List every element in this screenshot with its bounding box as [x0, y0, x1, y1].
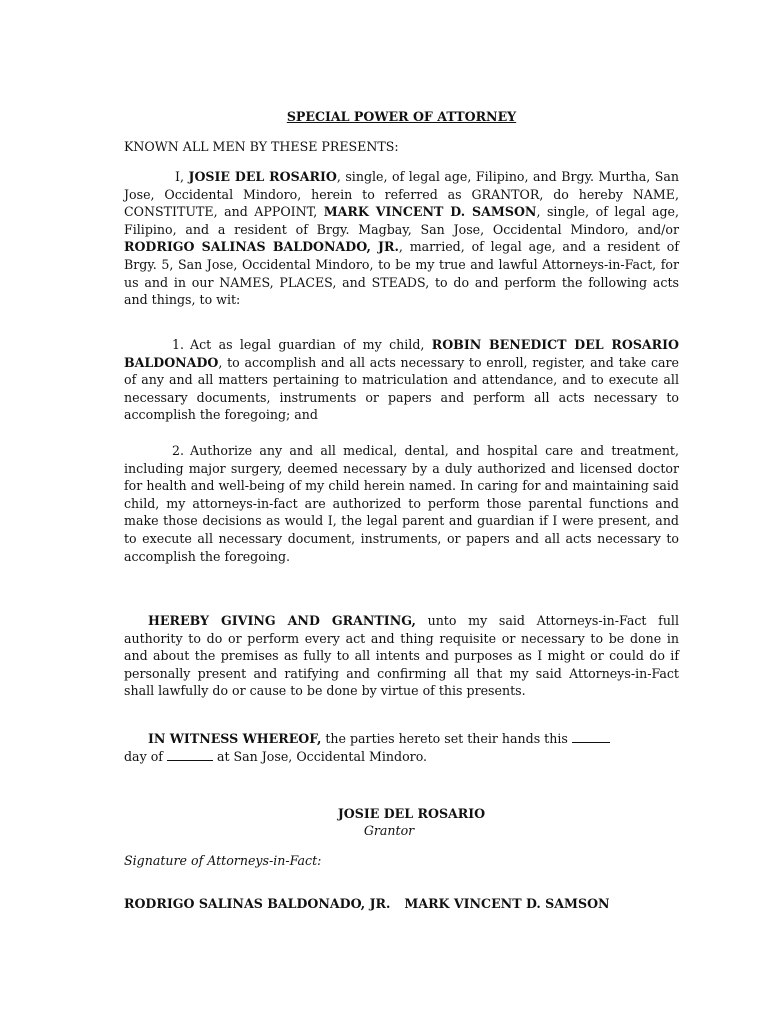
intro-line: KNOWN ALL MEN BY THESE PRESENTS:	[124, 139, 399, 154]
para3-text-2: day of	[124, 748, 167, 764]
list-item-2-number: 2.	[172, 443, 185, 458]
granting-paragraph	[124, 612, 679, 700]
granting-heading-bold: HEREBY GIVING AND GRANTING,	[148, 613, 416, 628]
item1-text-1: Act as legal guardian of my child,	[190, 337, 432, 352]
attorney-1-signature-name: RODRIGO SALINAS BALDONADO, JR.	[124, 896, 391, 911]
grantor-paragraph	[124, 168, 679, 309]
para3-text-3: at San Jose, Occidental Mindoro.	[212, 748, 428, 764]
blank-date-line[interactable]	[572, 730, 610, 743]
para1-text-4: , married, of legal age, and a resident of Brgy. 5, San Jose, Occidental Mindoro, to be my true and lawful Attorneys-in-Fact, for us and in our NAMES, PLACES, and STEADS, to do and perform the following acts and things, to wit:	[124, 239, 680, 308]
grantor-role-label: Grantor	[363, 823, 415, 838]
list-item-1-number: 1.	[172, 337, 185, 352]
attorneys-signature-names	[124, 895, 610, 913]
blank-month-line[interactable]	[167, 748, 213, 761]
attorney-samson-bold: MARK VINCENT D. SAMSON	[323, 204, 537, 220]
list-item-2	[124, 442, 679, 565]
grantor-signature-name: JOSIE DEL ROSARIO	[337, 806, 486, 821]
item1-text-2: , to accomplish and all acts necessary to enroll, register, and take care of any and all matters pertaining to matriculation and attendance, and to execute all necessary documents, instruments or papers and perform all acts necessary to accomplish the foregoing; and	[124, 354, 679, 423]
document-title: SPECIAL POWER OF ATTORNEY	[286, 109, 517, 124]
para1-text-3: , single, of legal age, Filipino, and a resident of Brgy. Magbay, San Jose, Occidental Mindoro, and/or	[124, 204, 679, 237]
para1-text-1: I,	[175, 169, 189, 184]
attorney-baldonado-bold: RODRIGO SALINAS BALDONADO, JR.	[124, 239, 399, 255]
grantor-name-bold: JOSIE DEL ROSARIO	[188, 169, 337, 184]
para2-text-1: unto my said Attorneys-in-Fact full authority to do or perform every act and thing requisite or necessary to be done in and about the premises as fully to all intents and purposes as I might or could do if personally present and ratifying and confirming all that my said Attorneys-in-Fact shall lawfully do or cause to be done by virtue of this presents.	[124, 613, 679, 699]
witness-paragraph	[124, 730, 679, 765]
item2-text-1: Authorize any and all medical, dental, and hospital care and treatment, including major surgery, deemed necessary by a duly authorized and licensed doctor for health and well-being of my child herein named. In caring for and maintaining said child, my attorneys-in-fact are authorized to perform those parental functions and make those decisions as would I, the legal parent and guardian if I were present, and to execute all necessary document, instruments, or papers and all acts necessary to accomplish the foregoing.	[124, 443, 679, 564]
child-name-bold: ROBIN BENEDICT DEL ROSARIO BALDONADO	[124, 337, 680, 370]
witness-heading-bold: IN WITNESS WHEREOF,	[148, 731, 322, 746]
attorneys-signature-label: Signature of Attorneys-in-Fact:	[124, 853, 322, 868]
para3-text-1: the parties hereto set their hands this	[321, 731, 572, 746]
list-item-1	[124, 336, 679, 424]
para1-text-2: , single, of legal age, Filipino, and Brgy. Murtha, San Jose, Occidental Mindoro, herein to referred as GRANTOR, do hereby NAME, CONSTITUTE, and APPOINT,	[124, 169, 679, 220]
attorney-2-signature-name: MARK VINCENT D. SAMSON	[404, 896, 610, 911]
